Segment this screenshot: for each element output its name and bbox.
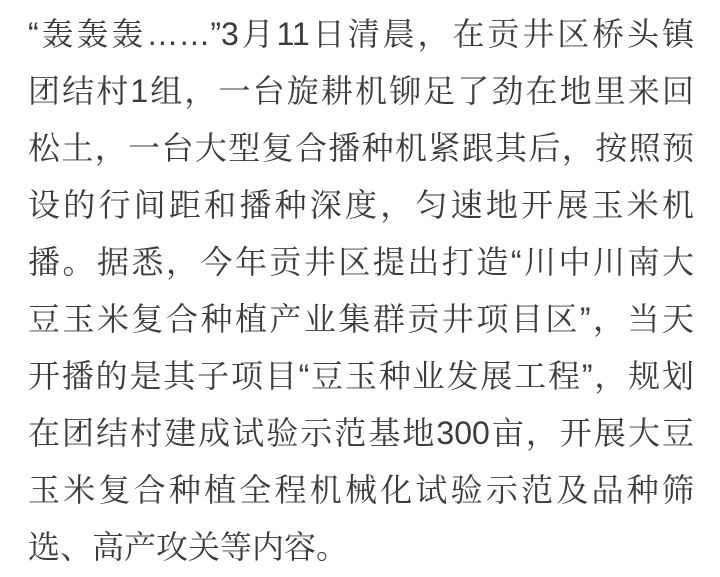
text-line: 玉米复合种植全程机械化试验示范及品种筛	[28, 472, 694, 508]
text-line: 豆玉米复合种植产业集群贡井项目区”，当天	[28, 301, 694, 337]
text-line: “轰轰轰……”3月11日清晨，在贡井区桥头镇	[28, 16, 694, 52]
text-line: 在团结村建成试验示范基地300亩，开展大豆	[28, 415, 694, 451]
text-line: 播。据悉，今年贡井区提出打造“川中川南大	[28, 244, 694, 280]
text-line: 松土，一台大型复合播种机紧跟其后，按照预	[28, 130, 694, 166]
text-line: 选、高产攻关等内容。	[28, 529, 349, 565]
text-line: 开播的是其子项目“豆玉种业发展工程”，规划	[28, 358, 694, 394]
text-line: 设的行间距和播种深度，匀速地开展玉米机	[28, 187, 694, 223]
text-line: 团结村1组，一台旋耕机铆足了劲在地里来回	[28, 73, 694, 109]
